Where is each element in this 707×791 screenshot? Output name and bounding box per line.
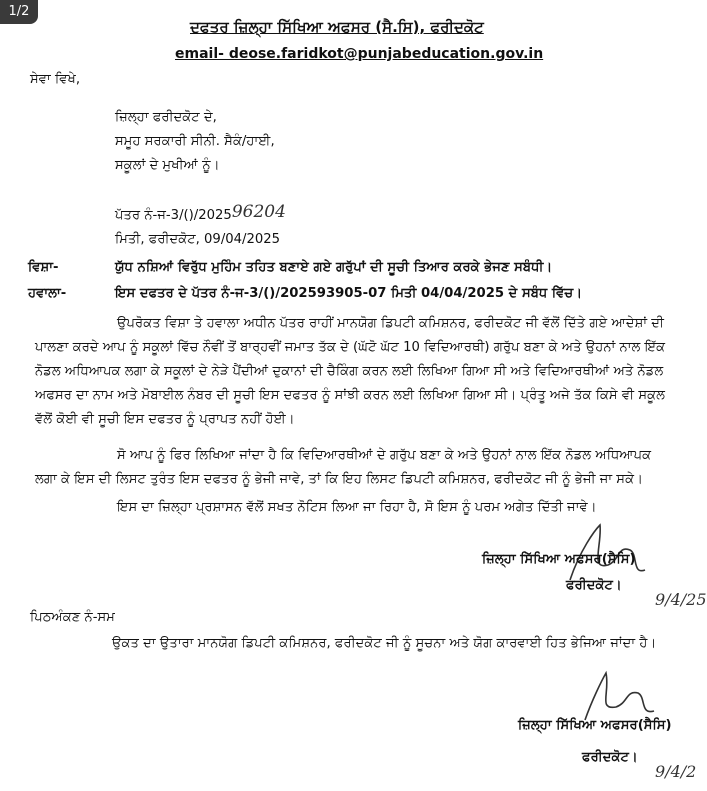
addressee-line-2: ਸਮੂਹ ਸਰਕਾਰੀ ਸੀਨੀ. ਸੈਕੰ/ਹਾਈ,: [115, 134, 275, 149]
office-title: ਦਫਤਰ ਜ਼ਿਲ੍ਹਾ ਸਿੱਖਿਆ ਅਫਸਰ (ਸੈ.ਸਿ), ਫਰੀਦਕੋਟ: [190, 18, 484, 36]
date-line: ਮਿਤੀ, ਫਰੀਦਕੋਟ, 09/04/2025: [115, 232, 281, 247]
signature-1-place: ਫਰੀਦਕੋਟ।: [566, 578, 622, 593]
reference-text: ਇਸ ਦਫਤਰ ਦੇ ਪੱਤਰ ਨੰ-ਜ-3/()/202593905-07 ਮਿਤੀ 04/04/2025 ਦੇ ਸਬੰਧ ਵਿੱਚ।: [115, 286, 583, 301]
page-indicator: 1/2: [0, 0, 38, 24]
endorsement-label: ਪਿਠਅੰਕਣ ਨੰ-ਸਮ: [30, 610, 115, 625]
subject-label: ਵਿਸ਼ਾ-: [28, 260, 59, 275]
signature-2-place: ਫਰੀਦਕੋਟ।: [582, 750, 638, 765]
subject-text: ਯੁੱਧ ਨਸ਼ਿਆਂ ਵਿਰੁੱਧ ਮੁਹਿੰਮ ਤਹਿਤ ਬਣਾਏ ਗਏ ਗਰੁੱਪਾਂ ਦੀ ਸੂਚੀ ਤਿਆਰ ਕਰਕੇ ਭੇਜਣ ਸਬੰਧੀ।: [115, 260, 553, 275]
body-paragraph-3: ਇਸ ਦਾ ਜ਼ਿਲ੍ਹਾ ਪ੍ਰਸ਼ਾਸਨ ਵੱਲੋਂ ਸਖਤ ਨੋਟਿਸ ਲਿਆ ਜਾ ਰਿਹਾ ਹੈ, ਸੋ ਇਸ ਨੂੰ ਪਰਮ ਅਗੇਤ ਦਿੱਤੀ ਜਾਵੇ।: [117, 500, 597, 515]
body-paragraph-1: ਉਪਰੋਕਤ ਵਿਸ਼ਾ ਤੇ ਹਵਾਲਾ ਅਧੀਨ ਪੱਤਰ ਰਾਹੀਂ ਮਾਨਯੋਗ ਡਿਪਟੀ ਕਮਿਸ਼ਨਰ, ਫਰੀਦਕੋਟ ਜੀ ਵੱਲੋਂ ਦਿੱਤੇ ਗਏ ਆਦੇਸ਼ਾਂ ਦੀ ਪਾਲਣਾ ਕਰਦੇ ਆਪ ਨੂੰ ਸਕੂਲਾਂ ਵਿੱਚ ਨੌਵੀਂ ਤੋਂ ਬਾਰ੍ਹਵੀਂ ਜਮਾਤ ਤੱਕ ਦੇ (ਘੱਟੋ ਘੱਟ 10 ਵਿਦਿਆਰਥੀ) ਗਰੁੱਪ ਬਣਾ ਕੇ ਅਤੇ ਉਹਨਾਂ ਨਾਲ ਇੱਕ ਨੋਡਲ ਅਧਿਆਪਕ ਲਗਾ ਕੇ ਸਕੂਲਾਂ ਦੇ ਨੇੜੇ ਪੈਂਦੀਆਂ ਦੁਕਾਨਾਂ ਦੀ ਚੈਕਿੰਗ ਕਰਨ ਲਈ ਲਿਖਿਆ ਗਿਆ ਸੀ ਅਤੇ ਵਿਦਿਆਰਥੀਆਂ ਅਤੇ ਨੋਡਲ ਅਫਸਰ ਦਾ ਨਾਮ ਅਤੇ ਮੋਬਾਈਲ ਨੰਬਰ ਦੀ ਸੂਚੀ ਇਸ ਦਫਤਰ ਨੂੰ ਸਾਂਝੀ ਕਰਨ ਲਈ ਲਿਖਿਆ ਗਿਆ ਸੀ। ਪ੍ਰੰਤੂ ਅਜੇ ਤੱਕ ਕਿਸੇ ਵੀ ਸਕੂਲ ਵੱਲੋਂ ਕੋਈ ਵੀ ਸੂਚੀ ਇਸ ਦਫਤਰ ਨੂੰ ਪ੍ਰਾਪਤ ਨਹੀਂ ਹੋਈ।: [35, 316, 666, 427]
addressee-line-1: ਜ਼ਿਲ੍ਹਾ ਫਰੀਦਕੋਟ ਦੇ,: [115, 110, 217, 125]
addressee-line-3: ਸਕੂਲਾਂ ਦੇ ਮੁਖੀਆਂ ਨੂੰ।: [115, 158, 220, 173]
letter-number-handwritten: 96204: [231, 202, 286, 222]
body-paragraph-2: ਸੋ ਆਪ ਨੂੰ ਫਿਰ ਲਿਖਿਆ ਜਾਂਦਾ ਹੈ ਕਿ ਵਿਦਿਆਰਥੀਆਂ ਦੇ ਗਰੁੱਪ ਬਣਾ ਕੇ ਅਤੇ ਉਹਨਾਂ ਨਾਲ ਇੱਕ ਨੋਡਲ ਅਧਿਆਪਕ ਲਗਾ ਕੇ ਇਸ ਦੀ ਲਿਸਟ ਤੁਰੰਤ ਇਸ ਦਫਤਰ ਨੂੰ ਭੇਜੀ ਜਾਵੇ, ਤਾਂ ਕਿ ਇਹ ਲਿਸਟ ਡਿਪਟੀ ਕਮਿਸ਼ਨਰ, ਫਰੀਦਕੋਟ ਜੀ ਨੂੰ ਭੇਜੀ ਜਾ ਸਕੇ।: [35, 448, 652, 487]
signature-2-designation: ਜ਼ਿਲ੍ਹਾ ਸਿੱਖਿਆ ਅਫਸਰ(ਸੈਸਿ): [518, 718, 672, 733]
signature-2-handwritten-date: 9/4/2: [655, 762, 697, 781]
signature-1-handwritten-date: 9/4/25: [655, 590, 707, 609]
salutation: ਸੇਵਾ ਵਿਖੇ,: [30, 72, 81, 87]
office-email: email- deose.faridkot@punjabeducation.gov.in: [175, 46, 544, 62]
reference-label: ਹਵਾਲਾ-: [28, 286, 67, 301]
endorsement-text: ਉਕਤ ਦਾ ਉਤਾਰਾ ਮਾਨਯੋਗ ਡਿਪਟੀ ਕਮਿਸ਼ਨਰ, ਫਰੀਦਕੋਟ ਜੀ ਨੂੰ ਸੂਚਨਾ ਅਤੇ ਯੋਗ ਕਾਰਵਾਈ ਹਿਤ ਭੇਜਿਆ ਜਾਂਦਾ ਹੈ।: [112, 636, 657, 651]
letter-number-printed: ਪੱਤਰ ਨੰ-ਜ-3/()/2025: [115, 208, 232, 223]
signature-1-designation: ਜ਼ਿਲ੍ਹਾ ਸਿੱਖਿਆ ਅਫਸਰ(ਸੈਸਿ): [482, 552, 636, 567]
letter-number: [115, 204, 286, 226]
